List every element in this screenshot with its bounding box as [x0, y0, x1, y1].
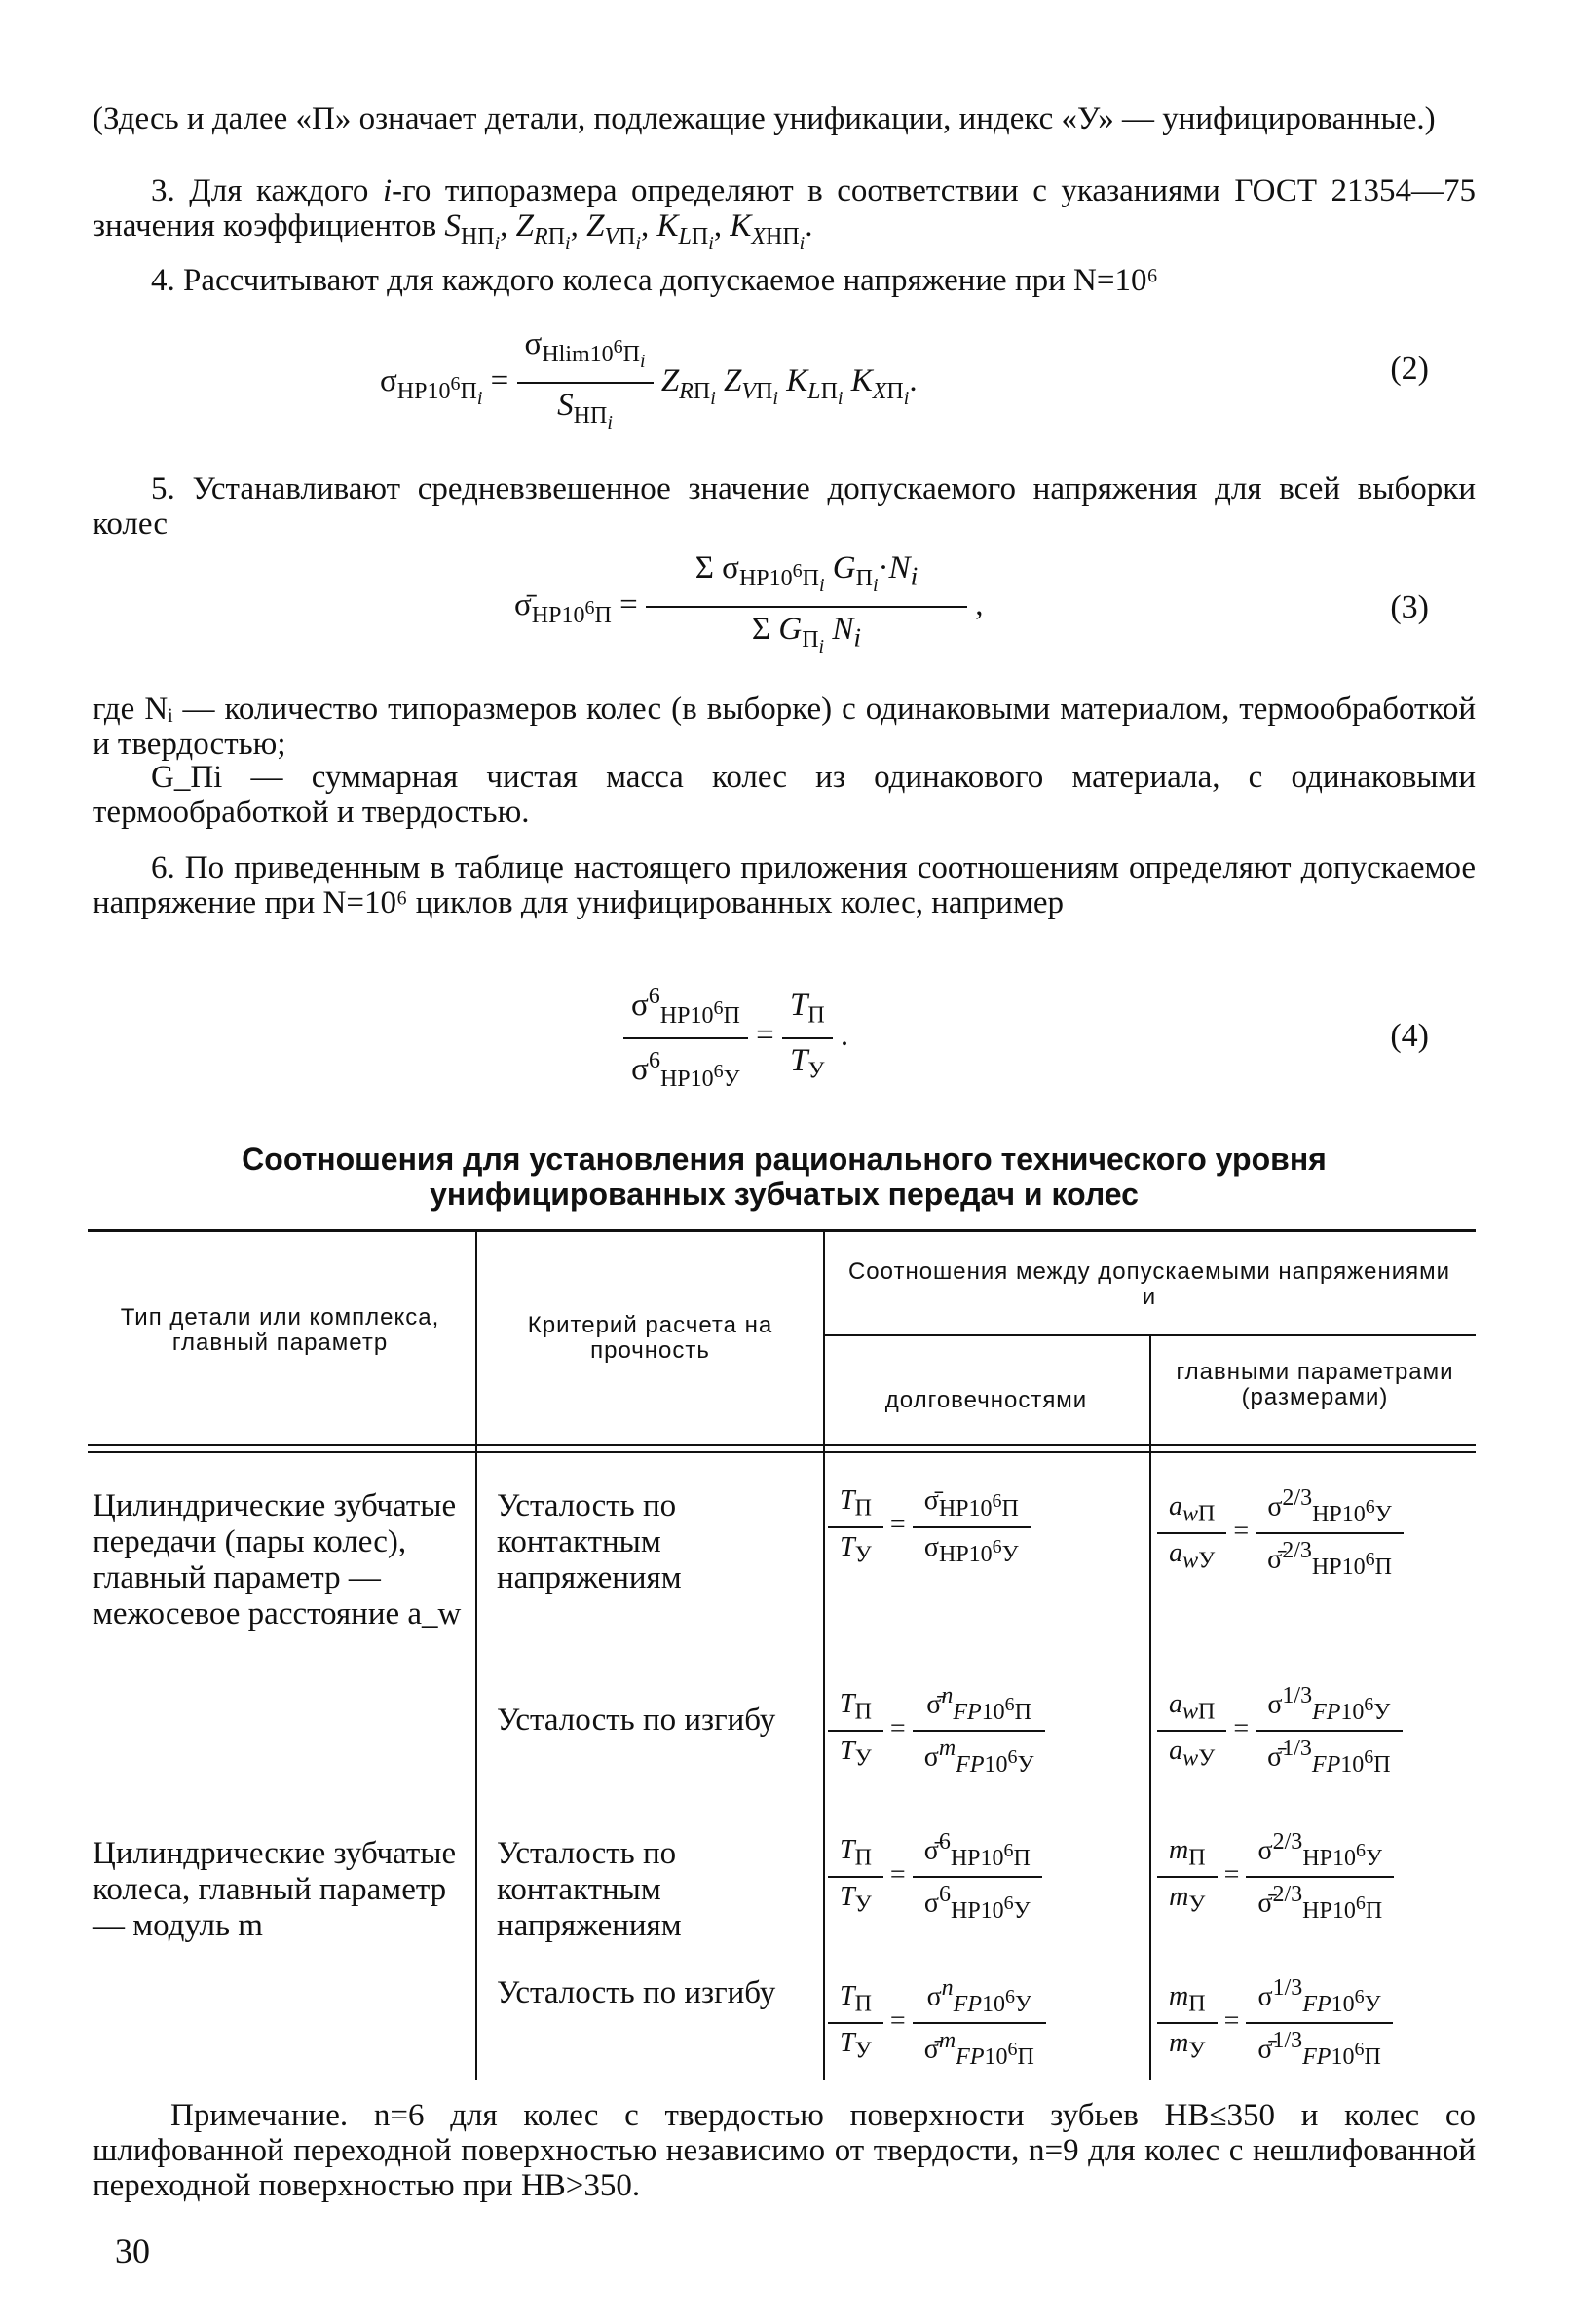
table-title: Соотношения для установления рационального технического уровня унифицированных зубчатых передач и колес [242, 1142, 1327, 1212]
paragraph-intro: (Здесь и далее «П» означает детали, подлежащие унификации, индекс «У» — унифицированные.) [93, 101, 1436, 136]
paragraph-step-6: 6. По приведенным в таблице настоящего приложения соотношениям определяют допускаемое напряжение при N=10⁶ циклов для унифицированных колес, например [93, 850, 1476, 920]
table-cell-type-gear-wheels: Цилиндрические зубчатые колеса, главный параметр — модуль m [93, 1836, 457, 1943]
table-top-rule [88, 1229, 1476, 1232]
ratio-durability-row-1: $\frac{T_П}{T_У}$ = $\frac{\sigmā_{НР10^6П}}{\sigma_{НР10^6У}}$ [828, 1485, 1031, 1568]
table-header-criterion: Критерий расчета на прочность [527, 1312, 773, 1364]
table-cell-criterion-2: Усталость по изгибу [497, 1703, 776, 1738]
formula-4-number: (4) [1390, 1018, 1429, 1054]
table-note: Примечание. n=6 для колес с твердостью поверхности зубьев НВ≤350 и колес со шлифованной переходной поверхностью независимо от твердости, n=9 для колес с нешлифованной переходной поверхностью при НВ>350. [93, 2098, 1476, 2203]
ratio-durability-row-3: $\frac{T_П}{T_У}$ = $\frac{\sigmā^6_{НР10^6П}}{\sigma^6_{НР10^6У}}$ [828, 1829, 1042, 1925]
paragraph-step-5: 5. Устанавливают средневзвешенное значение допускаемого напряжения для всей выборки колес [93, 471, 1476, 542]
table-vline-2 [823, 1232, 825, 2080]
formula-2: $\sigma_{НР10^6П_i}$ = $\frac{\sigma_{Hlim10^6П_i}}{S_{НП_i}}$ $Z_{RП_i}$ $Z_{VП_i}$ $K_{LП_i}$ $K_{XП_i}$. [380, 326, 918, 433]
table-cell-criterion-1: Усталость по контактным напряжениям [497, 1488, 682, 1595]
table-header-parameters: главными параметрами (размерами) [1176, 1359, 1454, 1410]
formula-3: $\sigmā_{НР10^6П}$ = $\frac{\Sigma \sigma_{НР10^6П_i} G_{П_i}\cdot N_i}{\Sigma G_{П_i} N_i}$ , [514, 550, 984, 657]
paragraph-step-3: 3. Для каждого i-го типоразмера определяют в соответствии с указаниями ГОСТ 21354—75 значения коэффициентов $S_{НП_i}$, $Z_{RП_i}$, $Z_{VП_i}$, $K_{LП_i}$, $K_{XНП_i}$. [93, 173, 1477, 254]
ratio-parameter-row-4: $\frac{m_П}{m_У}$ = $\frac{\sigma^{1/3}_{FP10^6У}}{\sigmā^{1/3}_{FP10^6П}}$ [1157, 1975, 1393, 2071]
paragraph-where-n: где Nᵢ — количество типоразмеров колес (в выборке) с одинаковыми материалом, термообработкой и твердостью; [93, 692, 1476, 762]
table-vline-3 [1149, 1336, 1151, 2080]
table-header-rule-1 [88, 1444, 1476, 1446]
ratio-durability-row-2: $\frac{T_П}{T_У}$ = $\frac{\sigmā^n_{FP10^6П}}{\sigma^m_{FP10^6У}}$ [828, 1683, 1045, 1779]
table-header-rule-2 [88, 1451, 1476, 1453]
page-number: 30 [115, 2231, 150, 2270]
ratio-parameter-row-2: $\frac{a_{wП}}{a_{wУ}}$ = $\frac{\sigma^{1/3}_{FP10^6У}}{\sigmā^{1/3}_{FP10^6П}}$ [1157, 1683, 1403, 1779]
formula-2-number: (2) [1390, 351, 1429, 387]
table-header-group: Соотношения между допускаемыми напряжениями и [847, 1258, 1451, 1310]
table-cell-type-gear-pairs: Цилиндрические зубчатые передачи (пары колес), главный параметр — межосевое расстояние a_w [93, 1488, 462, 1631]
paragraph-step-4: 4. Рассчитывают для каждого колеса допускаемое напряжение при N=10⁶ [151, 263, 1158, 298]
formula-3-number: (3) [1390, 589, 1429, 625]
table-cell-criterion-4: Усталость по изгибу [497, 1975, 776, 2010]
table-header-durability: долговечностями [884, 1387, 1088, 1413]
ratio-parameter-row-1: $\frac{a_{wП}}{a_{wУ}}$ = $\frac{\sigma^{2/3}_{НР10^6У}}{\sigmā^{2/3}_{НР10^6П}}$ [1157, 1485, 1404, 1581]
table-header-type: Тип детали или комплекса, главный параметр [120, 1304, 440, 1356]
ratio-parameter-row-3: $\frac{m_П}{m_У}$ = $\frac{\sigma^{2/3}_{НР10^6У}}{\sigmā^{2/3}_{НР10^6П}}$ [1157, 1829, 1394, 1925]
paragraph-where-g: G_Пi — суммарная чистая масса колес из одинакового материала, с одинаковыми термообработкой и твердостью. [93, 760, 1476, 830]
table-cell-criterion-3: Усталость по контактным напряжениям [497, 1836, 682, 1943]
ratio-durability-row-4: $\frac{T_П}{T_У}$ = $\frac{\sigma^n_{FP10^6У}}{\sigmā^m_{FP10^6П}}$ [828, 1975, 1046, 2071]
formula-4: $\frac{\sigma^6_{НР10^6П}}{\sigma^6_{НР10^6У}}$ = $\frac{T_П}{T_У}$ . [623, 979, 848, 1097]
table-vline-1 [475, 1232, 477, 2080]
